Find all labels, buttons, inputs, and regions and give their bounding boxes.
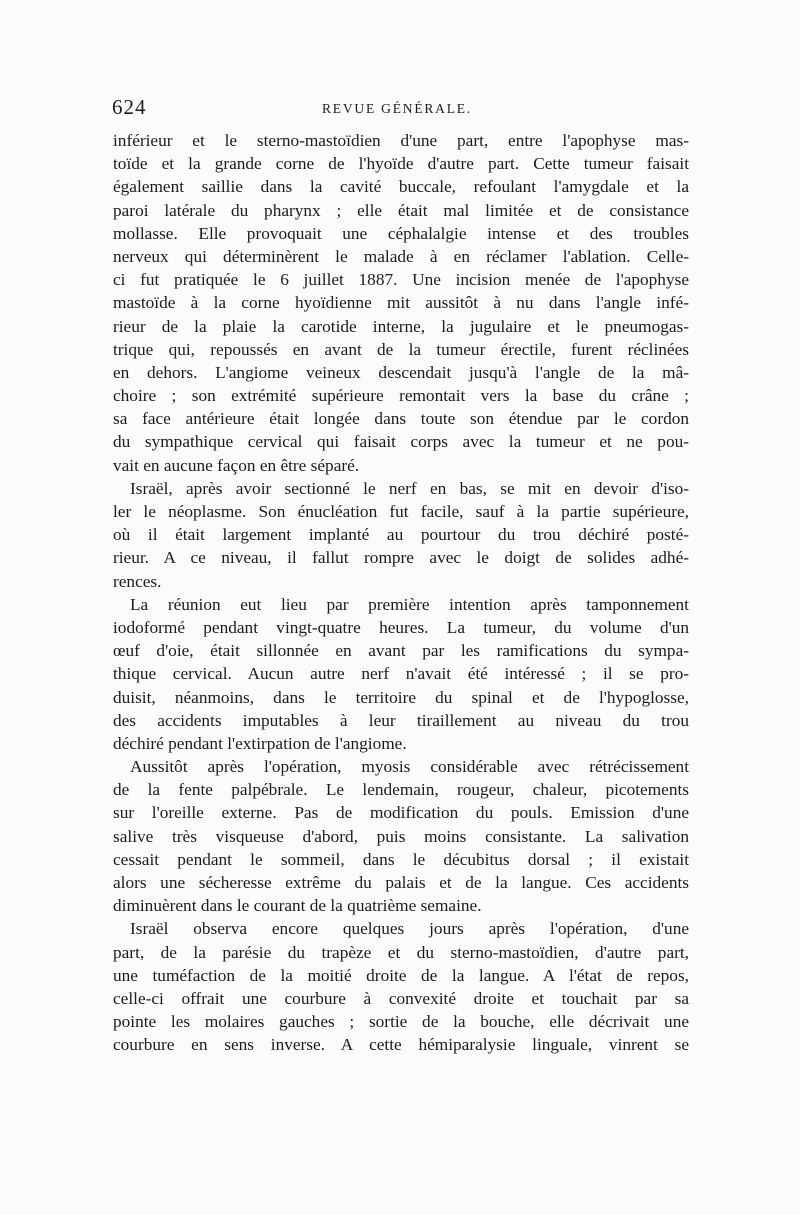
text-line: pointe les molaires gauches ; sortie de la bouche, elle décrivait une	[113, 1012, 689, 1032]
text-line: toïde et la grande corne de l'hyoïde d'autre part. Cette tumeur faisait	[113, 154, 689, 174]
body-text	[113, 129, 689, 1057]
text-line: ci fut pratiquée le 6 juillet 1887. Une incision menée de l'apophyse	[113, 270, 689, 290]
text-line: thique cervical. Aucun autre nerf n'avait été intéressé ; il se pro-	[113, 664, 689, 684]
text-line: part, de la parésie du trapèze et du sterno-mastoïdien, d'autre part,	[113, 942, 689, 962]
text-line: duisit, néanmoins, dans le territoire du spinal et de l'hypoglosse,	[113, 687, 689, 707]
text-line: des accidents imputables à leur tiraillement au niveau du trou	[113, 710, 689, 730]
text-line: mollasse. Elle provoquait une céphalalgie intense et des troubles	[113, 223, 689, 243]
text-line: paroi latérale du pharynx ; elle était mal limitée et de consistance	[113, 200, 689, 220]
text-line: nerveux qui déterminèrent le malade à en réclamer l'ablation. Celle-	[113, 246, 689, 266]
text-line: iodoformé pendant vingt-quatre heures. La tumeur, du volume d'un	[113, 617, 689, 637]
running-head: REVUE GÉNÉRALE.	[322, 101, 472, 116]
text-line: une tuméfaction de la moitié droite de la langue. A l'état de repos,	[113, 965, 689, 985]
text-line: salive très visqueuse d'abord, puis moins consistante. La salivation	[113, 826, 689, 846]
text-line: sur l'oreille externe. Pas de modification du pouls. Emission d'une	[113, 803, 689, 823]
text-line: inférieur et le sterno-mastoïdien d'une part, entre l'apophyse mas-	[113, 131, 689, 150]
text-line: où il était largement implanté au pourtour du trou déchiré posté-	[113, 525, 689, 545]
text-line: courbure en sens inverse. A cette hémiparalysie linguale, vinrent se	[113, 1035, 689, 1055]
text-line: trique qui, repoussés en avant de la tumeur érectile, furent réclinées	[113, 339, 689, 359]
text-line: celle-ci offrait une courbure à convexité droite et touchait par sa	[113, 988, 689, 1008]
text-line: œuf d'oie, était sillonnée en avant par les ramifications du sympa-	[113, 641, 689, 661]
paragraph-first-line: Israël, après avoir sectionné le nerf en bas, se mit en devoir d'iso-	[130, 478, 689, 498]
text-line: rences.	[113, 571, 162, 591]
text-line: mastoïde à la corne hyoïdienne mit aussitôt à nu dans l'angle infé-	[113, 293, 689, 313]
text-line: également saillie dans la cavité buccale, refoulant l'amygdale et la	[113, 177, 689, 197]
text-line: diminuèrent dans le courant de la quatrième semaine.	[113, 896, 482, 916]
paragraph-first-line: Aussitôt après l'opération, myosis considérable avec rétrécissement	[130, 757, 689, 777]
text-line: de la fente palpébrale. Le lendemain, rougeur, chaleur, picotements	[113, 780, 689, 800]
paragraph-first-line: Israël observa encore quelques jours après l'opération, d'une	[130, 919, 689, 939]
text-line: ler le néoplasme. Son énucléation fut facile, sauf à la partie supérieure,	[113, 502, 689, 521]
text-line: choire ; son extrémité supérieure remontait vers la base du crâne ;	[113, 386, 689, 406]
page-number: 624	[112, 95, 147, 119]
text-line: rieur de la plaie la carotide interne, la jugulaire et le pneumogas-	[113, 316, 689, 336]
text-line: alors une sécheresse extrême du palais et de la langue. Ces accidents	[113, 873, 689, 892]
text-line: en dehors. L'angiome veineux descendait jusqu'à l'angle de la mâ-	[113, 362, 689, 382]
paragraph-first-line: La réunion eut lieu par première intention après tamponnement	[130, 594, 689, 614]
text-line: rieur. A ce niveau, il fallut rompre avec le doigt de solides adhé-	[113, 548, 689, 568]
text-line: déchiré pendant l'extirpation de l'angiome.	[113, 733, 407, 753]
page-header	[112, 95, 692, 125]
text-line: sa face antérieure était longée dans toute son étendue par le cordon	[113, 409, 689, 429]
text-line: vait en aucune façon en être séparé.	[113, 455, 360, 475]
text-line: du sympathique cervical qui faisait corps avec la tumeur et ne pou-	[113, 432, 689, 452]
text-line: cessait pendant le sommeil, dans le décubitus dorsal ; il existait	[113, 849, 689, 869]
